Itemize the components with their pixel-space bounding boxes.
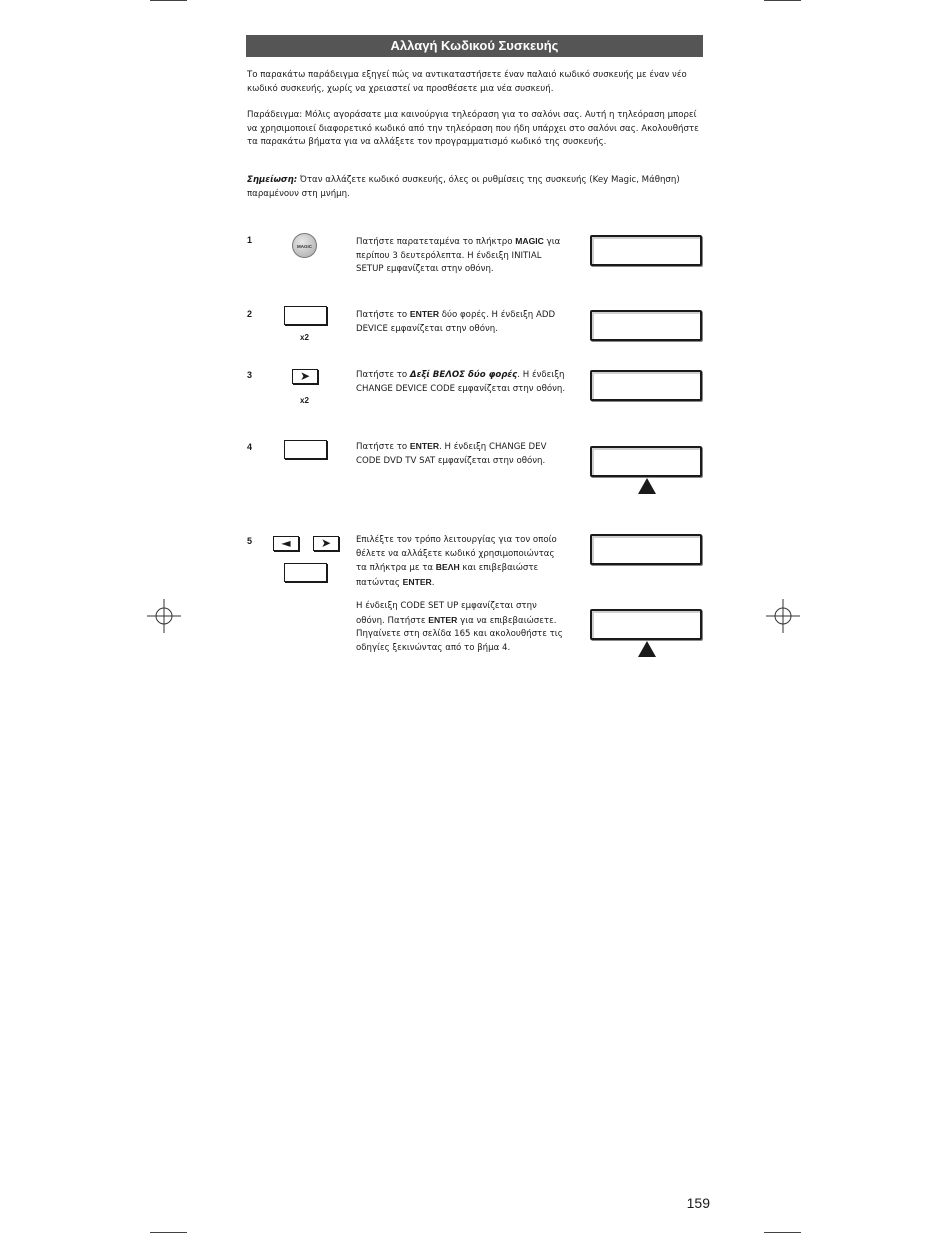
registration-mark-icon: [766, 599, 800, 633]
left-arrow-key-icon: ◄: [273, 536, 299, 551]
step-number: 4: [247, 442, 253, 452]
press-count: x2: [300, 396, 309, 405]
note-paragraph: [247, 174, 703, 201]
right-arrow-key-icon: ➤: [292, 369, 318, 384]
lcd-display: [590, 534, 702, 565]
step-4-text: Πατήστε το ENTER. Η ένδειξη CHANGE DEV CODE DVD TV SAT εμφανίζεται στην οθόνη.: [356, 441, 547, 466]
enter-key: [284, 563, 327, 582]
lcd-display: [590, 446, 702, 477]
lcd-display: [590, 609, 702, 640]
lcd-display: [590, 310, 702, 341]
step-2-text: Πατήστε το ENTER δύο φορές. Η ένδειξη ADD DEVICE εμφανίζεται στην οθόνη.: [356, 309, 556, 334]
step-5-text-continued: Η ένδειξη CODE SET UP εμφανίζεται στην οθόνη. Πατήστε ENTER για να επιβεβαιώσετε. Πηγαίνετε στη σελίδα 165 και ακολουθήστε τις οδηγίες ξεκινώντας από το βήμα 4.: [356, 601, 563, 653]
step-3-text: Πατήστε το Δεξί ΒΕΛΟΣ δύο φορές. Η ένδειξη CHANGE DEVICE CODE εμφανίζεται στην οθόνη.: [356, 370, 566, 394]
enter-key: [284, 440, 327, 459]
example-paragraph: Παράδειγμα: Μόλις αγοράσατε μια καινούργια τηλεόραση για το σαλόνι σας. Αυτή η τηλεόραση μπορεί να χρησιμοποιεί διαφορετικό κωδικό από την τηλεόραση που ήδη υπάρχει στο σαλόνι σας. Ακολουθήστε τα παρακάτω βήματα για να αλλάξετε τον προγραμματισμό κωδικό της συσκευής.: [247, 110, 699, 147]
page-number: 159: [686, 1195, 710, 1211]
page-title: Αλλαγή Κωδικού Συσκευής: [246, 35, 703, 57]
note-text: Όταν αλλάζετε κωδικό συσκευής, όλες οι ρυθμίσεις της συσκευής (Key Magic, Μάθηση) παραμένουν στη μνήμη.: [247, 175, 680, 199]
step-number: 2: [247, 309, 253, 319]
magic-button: MAGIC: [292, 233, 317, 258]
right-arrow-key-icon: ➤: [313, 536, 339, 551]
note-label: Σημείωση:: [247, 175, 298, 185]
step-number: 3: [247, 370, 253, 380]
press-count: x2: [300, 333, 309, 342]
crop-mark: [150, 0, 187, 1]
step-1-text: Πατήστε παρατεταμένα το πλήκτρο MAGIC για περίπου 3 δευτερόλεπτα. Η ένδειξη INITIAL SETUP εμφανίζεται στην οθόνη.: [356, 236, 561, 274]
intro-paragraph: Το παρακάτω παράδειγμα εξηγεί πώς να αντικαταστήσετε έναν παλαιό κωδικό συσκευής με έναν νέο κωδικό συσκευής, χωρίς να χρειαστεί να προσθέσετε μια νέα συσκευή.: [247, 70, 687, 94]
triangle-up-icon: [638, 478, 656, 494]
step-5-text: Επιλέξτε τον τρόπο λειτουργίας για τον οποίο θέλετε να αλλάξετε κωδικό χρησιμοποιώντας τα πλήκτρα με τα ΒΕΛΗ και επιβεβαιώστε πατώντας ENTER.: [356, 535, 557, 588]
triangle-up-icon: [638, 641, 656, 657]
step-number: 1: [247, 235, 253, 245]
registration-mark-icon: [147, 599, 181, 633]
step-number: 5: [247, 536, 253, 546]
enter-key: [284, 306, 327, 325]
lcd-display: [590, 235, 702, 266]
lcd-display: [590, 370, 702, 401]
crop-mark: [764, 0, 801, 1]
